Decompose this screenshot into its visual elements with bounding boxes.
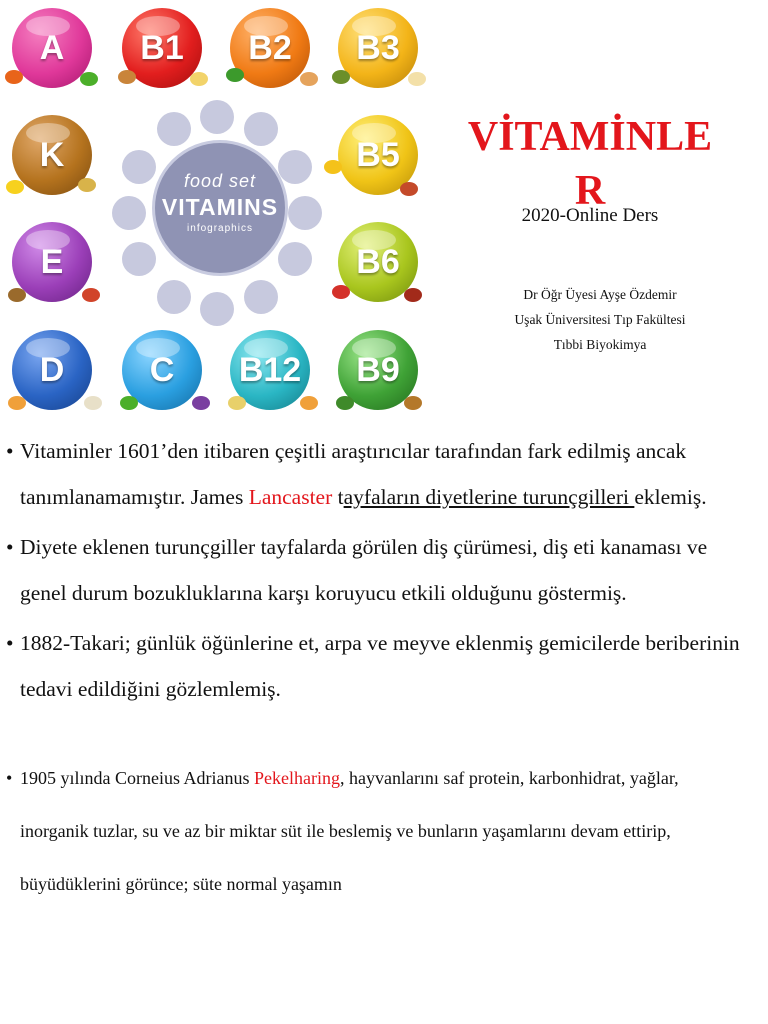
food-petal-icon <box>244 280 278 314</box>
food-decoration <box>300 396 318 410</box>
food-decoration <box>404 396 422 410</box>
vitamin-b3-ball: B3 <box>338 8 418 88</box>
food-petal-icon <box>288 196 322 230</box>
badge-line-1: food set <box>183 171 257 191</box>
food-decoration <box>120 396 138 410</box>
vitamin-a-ball: A <box>12 8 92 88</box>
food-petal-icon <box>200 292 234 326</box>
vitamin-b1-ball: B1 <box>122 8 202 88</box>
title-line-1: VİTAMİNLE <box>467 114 713 160</box>
title-line-2: R <box>574 168 606 214</box>
food-decoration <box>5 70 23 84</box>
food-decoration <box>226 68 244 82</box>
food-decoration <box>336 396 354 410</box>
page-title <box>440 110 740 218</box>
vitamin-k-ball: K <box>12 115 92 195</box>
author-block <box>475 282 725 357</box>
food-decoration <box>82 288 100 302</box>
food-decoration <box>80 72 98 86</box>
food-decoration <box>404 288 422 302</box>
food-decoration <box>192 396 210 410</box>
food-petal-icon <box>244 112 278 146</box>
vitamin-b5-ball: B5 <box>338 115 418 195</box>
vitamin-b9-ball: B9 <box>338 330 418 410</box>
food-decoration <box>332 70 350 84</box>
food-set-vitamins-badge <box>152 140 288 276</box>
author-department: Tıbbi Biyokimya <box>553 337 647 352</box>
food-petal-icon <box>122 242 156 276</box>
badge-line-2: VITAMINS <box>161 194 279 220</box>
food-decoration <box>408 72 426 86</box>
food-decoration <box>118 70 136 84</box>
bullet-item: • Diyete eklenen turunçgiller tayfalarda görülen diş çürümesi, diş eti kanaması ve genel durum bozukluklarına karşı koruyucu etkili olduğunu göstermiş. <box>6 524 746 616</box>
bullet-item: • Vitaminler 1601’den itibaren çeşitli araştırıcılar tarafından fark edilmiş ancak tanımlanamamıştır. James Lancaster tayfaların diyetlerine turunçgilleri eklemiş. <box>6 428 746 520</box>
food-decoration <box>190 72 208 86</box>
food-decoration <box>84 396 102 410</box>
badge-line-3: infographics <box>187 223 253 234</box>
subtitle: 2020-Online Ders <box>521 205 659 226</box>
food-petal-icon <box>157 112 191 146</box>
food-decoration <box>332 285 350 299</box>
food-decoration <box>8 288 26 302</box>
highlight-name: Pekelharing <box>253 768 340 788</box>
author-name: Dr Öğr Üyesi Ayşe Özdemir <box>523 287 677 302</box>
vitamin-b6-ball: B6 <box>338 222 418 302</box>
underlined-phrase: ayfaların diyetlerine turunçgilleri <box>343 485 635 509</box>
food-decoration <box>300 72 318 86</box>
food-decoration <box>324 160 342 174</box>
food-petal-icon <box>112 196 146 230</box>
food-petal-icon <box>278 242 312 276</box>
food-decoration <box>78 178 96 192</box>
food-decoration <box>8 396 26 410</box>
vitamin-c-ball: C <box>122 330 202 410</box>
vitamin-infographic-image <box>0 0 432 420</box>
vitamin-b2-ball: B2 <box>230 8 310 88</box>
highlight-name: Lancaster <box>248 485 333 509</box>
food-petal-icon <box>157 280 191 314</box>
food-petal-icon <box>200 100 234 134</box>
bullet-list <box>6 428 746 915</box>
food-decoration <box>228 396 246 410</box>
food-petal-icon <box>122 150 156 184</box>
vitamin-b12-ball: B12 <box>230 330 310 410</box>
vitamin-d-ball: D <box>12 330 92 410</box>
vitamin-e-ball: E <box>12 222 92 302</box>
food-decoration <box>6 180 24 194</box>
bullet-item: • 1882-Takari; günlük öğünlerine et, arpa ve meyve eklenmiş gemicilerde beriberinin tedavi edildiğini gözlemlemiş. <box>6 620 746 712</box>
bullet-item: • 1905 yılında Corneius Adrianus Pekelharing, hayvanlarını saf protein, karbonhidrat, yağlar, inorganik tuzlar, su ve az bir miktar süt ile beslemiş ve bunların yaşamlarını devam ettirip, büyüdüklerini görünce; süte normal yaşamın <box>6 752 746 911</box>
author-institution: Uşak Üniversitesi Tıp Fakültesi <box>514 312 686 327</box>
food-decoration <box>400 182 418 196</box>
